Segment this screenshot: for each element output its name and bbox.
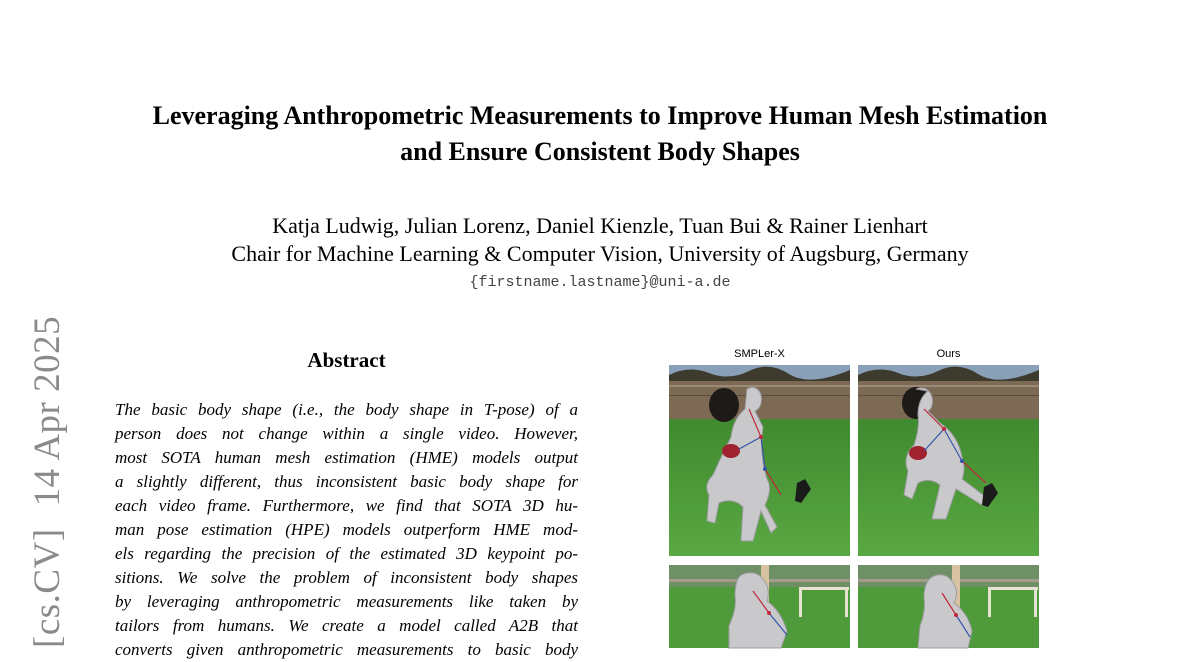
abstract-line: sitions. We solve the problem of inconsistent body shapes: [115, 568, 578, 587]
paper-title-line-1: Leveraging Anthropometric Measurements to Improve Human Mesh Estimation: [152, 101, 1048, 130]
figure-panel-smpler-x-frame-2: [669, 565, 850, 648]
arxiv-date: 14 Apr 2025: [27, 315, 68, 507]
figure-panel-smpler-x-frame-1: [669, 365, 850, 556]
paper-title-line-2: and Ensure Consistent Body Shapes: [400, 137, 800, 166]
abstract-line: a slightly different, thus inconsistent basic body shape for: [115, 472, 578, 491]
abstract-line: person does not change within a single video. However,: [115, 424, 578, 443]
affiliation: Chair for Machine Learning & Computer Vision, University of Augsburg, Germany: [231, 241, 969, 266]
athlete-mesh-image: [669, 565, 850, 648]
author-block: [100, 212, 1100, 268]
abstract-line: most SOTA human mesh estimation (HME) models output: [115, 448, 578, 467]
arxiv-category: [cs.CV]: [27, 528, 68, 648]
teaser-figure: [669, 348, 1039, 648]
abstract-line: The basic body shape (i.e., the body shape in T-pose) of a: [115, 400, 578, 419]
abstract-line: each video frame. Furthermore, we find that SOTA 3D hu-: [115, 496, 578, 515]
abstract-line: man pose estimation (HPE) models outperform HME mod-: [115, 520, 578, 539]
abstract-line: els regarding the precision of the estimated 3D keypoint po-: [115, 544, 578, 563]
athlete-mesh-image: [858, 365, 1039, 556]
arxiv-identifier: [26, 316, 69, 648]
author-names: Katja Ludwig, Julian Lorenz, Daniel Kienzle, Tuan Bui & Rainer Lienhart: [272, 213, 928, 238]
abstract-heading: Abstract: [307, 348, 386, 372]
figure-panel-ours-frame-2: [858, 565, 1039, 648]
figure-column-label-smpler-x: SMPLer-X: [734, 348, 785, 360]
figure-column-label-ours: Ours: [936, 348, 961, 360]
abstract-line: by leveraging anthropometric measurements like taken by: [115, 592, 578, 611]
athlete-mesh-image: [669, 365, 850, 556]
abstract-body: [115, 398, 578, 662]
abstract-line: tailors from humans. We create a model called A2B that: [115, 616, 578, 635]
abstract-line: converts given anthropometric measurements to basic body: [115, 640, 578, 659]
athlete-mesh-image: [858, 565, 1039, 648]
paper-title: [100, 98, 1100, 170]
figure-panel-ours-frame-1: [858, 365, 1039, 556]
author-email: {firstname.lastname}@uni-a.de: [469, 274, 731, 291]
